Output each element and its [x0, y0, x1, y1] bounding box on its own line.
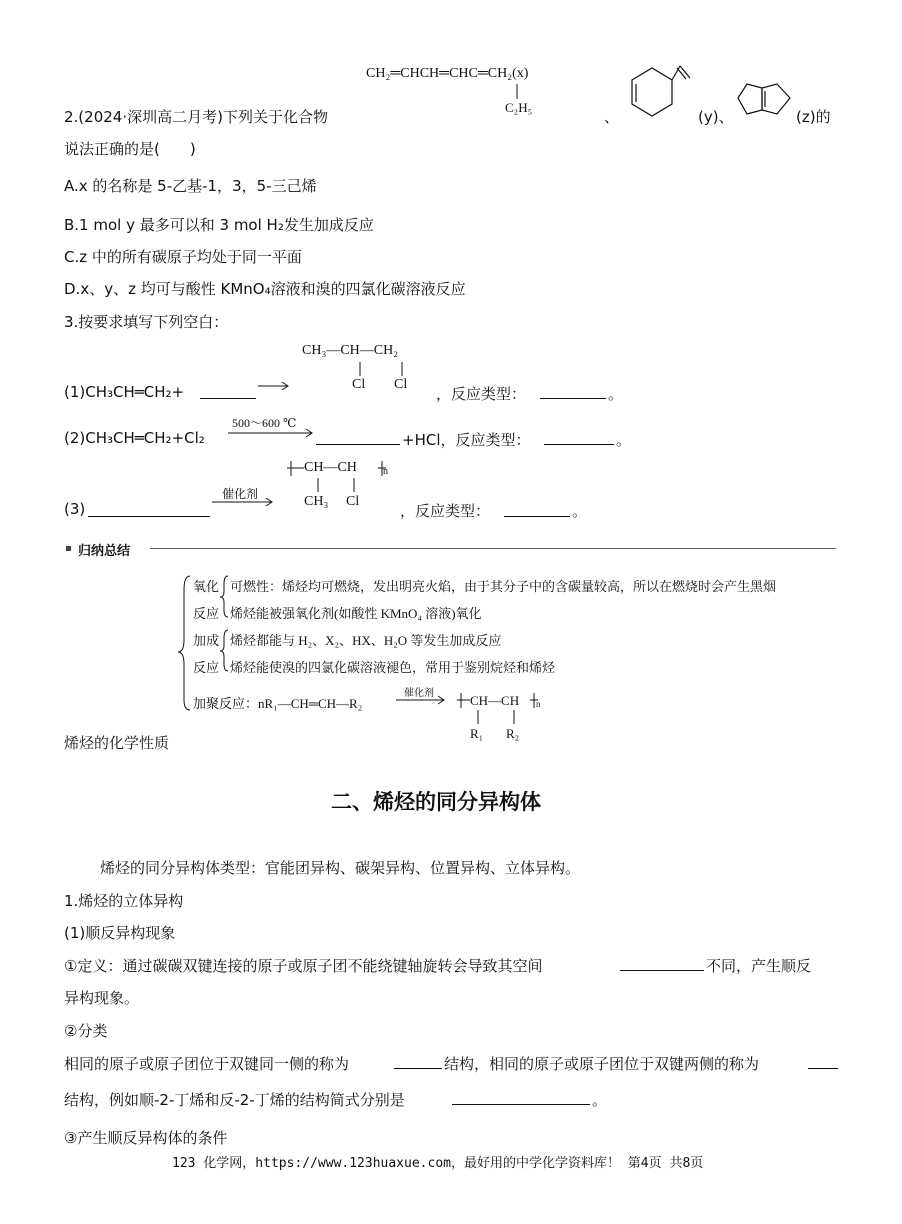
definition-blank[interactable] — [620, 956, 704, 971]
r2-mid: +HCl，反应类型： — [402, 431, 531, 449]
option-b: B.1 mol y 最多可以和 3 mol H₂发生加成反应 — [64, 216, 374, 234]
r3-cl: Cl — [346, 494, 360, 509]
summary-label: 归纳总结 — [78, 544, 131, 559]
r3-type-label: ，反应类型： — [400, 502, 491, 520]
q3-heading: 3.按要求填写下列空白： — [64, 313, 229, 331]
classification-line-1: 相同的原子或原子团位于双键同一侧的称为 — [64, 1055, 350, 1073]
example-blank[interactable] — [452, 1090, 590, 1105]
option-d: D.x、y、z 均可与酸性 KMnO₄溶液和溴的四氯化碳溶液反应 — [64, 280, 466, 298]
section-title: 二、烯烃的同分异构体 — [331, 790, 541, 814]
formula-x: CH₂═CHCH═CHC═CH₂(x) — [366, 66, 529, 81]
definition-text: ①定义：通过碳碳双键连接的原子或原子团不能绕键轴旋转会导致其空间 — [64, 957, 543, 975]
summary-caption: 烯烃的化学性质 — [64, 734, 170, 752]
cis-blank[interactable] — [394, 1054, 442, 1069]
trans-blank[interactable] — [808, 1054, 838, 1069]
q2-line2: 说法正确的是( ) — [64, 140, 196, 158]
summary-line-4: 烯烃能使溴的四氯化碳溶液褪色，常用于鉴别烷烃和烯烃 — [230, 660, 556, 675]
q2-prefix: 2.(2024·深圳高二月考)下列关于化合物 — [64, 108, 328, 126]
ox-label-2: 反应 — [193, 606, 220, 621]
poly-r2: R₂ — [506, 726, 520, 741]
r3-polymer: CH—CH — [304, 460, 357, 475]
classification-line-2-end: 。 — [592, 1091, 608, 1109]
r3-condition: 催化剂 — [222, 487, 259, 501]
r3-n: n — [383, 466, 388, 477]
summary-line-2: 烯烃能被强氧化剂(如酸性 KMnO₄ 溶液)氧化 — [230, 606, 482, 621]
q2-sep: 、 — [604, 108, 620, 126]
r1-left: (1)CH₃CH═CH₂+ — [64, 383, 185, 401]
poly-left: 加聚反应：nR₁—CH═CH—R₂ — [193, 696, 363, 711]
formula-x-ethyl: C₂H₅ — [505, 100, 533, 115]
definition-text-2: 不同，产生顺反 — [706, 957, 812, 975]
r3-end: 。 — [572, 502, 588, 520]
poly-n: n — [536, 699, 541, 709]
add-label-1: 加成 — [193, 633, 220, 648]
r1-end: 。 — [608, 385, 624, 403]
r1-cl-1: Cl — [352, 377, 366, 392]
r1-cl-2: Cl — [394, 377, 408, 392]
r3-left: (3) — [64, 500, 86, 518]
add-label-2: 反应 — [193, 660, 220, 675]
r2-end: 。 — [616, 431, 632, 449]
option-c: C.z 中的所有碳原子均处于同一平面 — [64, 248, 302, 266]
r2-left: (2)CH₃CH═CH₂+Cl₂ — [64, 429, 205, 447]
r3-ch3: CH₃ — [304, 494, 329, 509]
r1-product: CH₃—CH—CH₂ — [302, 343, 399, 358]
condition-heading: ③产生顺反异构体的条件 — [64, 1129, 228, 1147]
ox-label-1: 氧化 — [193, 579, 220, 594]
classification-heading: ②分类 — [64, 1022, 108, 1040]
subsection-1-1: (1)顺反异构现象 — [64, 924, 176, 942]
page-footer: 123 化学网，https://www.123huaxue.com，最好用的中学化学资料库！ 第4页 共8页 — [172, 1156, 704, 1171]
section-intro: 烯烃的同分异构体类型：官能团异构、碳架异构、位置异构、立体异构。 — [100, 859, 581, 877]
definition-text-3: 异构现象。 — [64, 989, 140, 1007]
summary-line-3: 烯烃都能与 H₂、X₂、HX、H₂O 等发生加成反应 — [230, 633, 502, 648]
poly-r1: R₁ — [470, 726, 484, 741]
r2-condition: 500～600 ℃ — [232, 416, 297, 430]
poly-condition: 催化剂 — [404, 688, 434, 699]
summary-line-1: 可燃性：烯烃均可燃烧，发出明亮火焰，由于其分子中的含碳量较高，所以在燃烧时会产生黑烟 — [230, 579, 777, 594]
classification-line-1b: 结构，相同的原子或原子团位于双键两侧的称为 — [444, 1055, 760, 1073]
poly-product: CH—CH — [470, 693, 520, 708]
classification-line-2: 结构，例如顺-2-丁烯和反-2-丁烯的结构简式分别是 — [64, 1091, 405, 1109]
subsection-1: 1.烯烃的立体异构 — [64, 892, 184, 910]
option-a: A.x 的名称是 5-乙基-1，3，5-三己烯 — [64, 177, 317, 195]
label-z: (z)的 — [796, 108, 831, 126]
r1-type-label: ，反应类型： — [436, 385, 527, 403]
label-y: (y)、 — [698, 108, 734, 126]
